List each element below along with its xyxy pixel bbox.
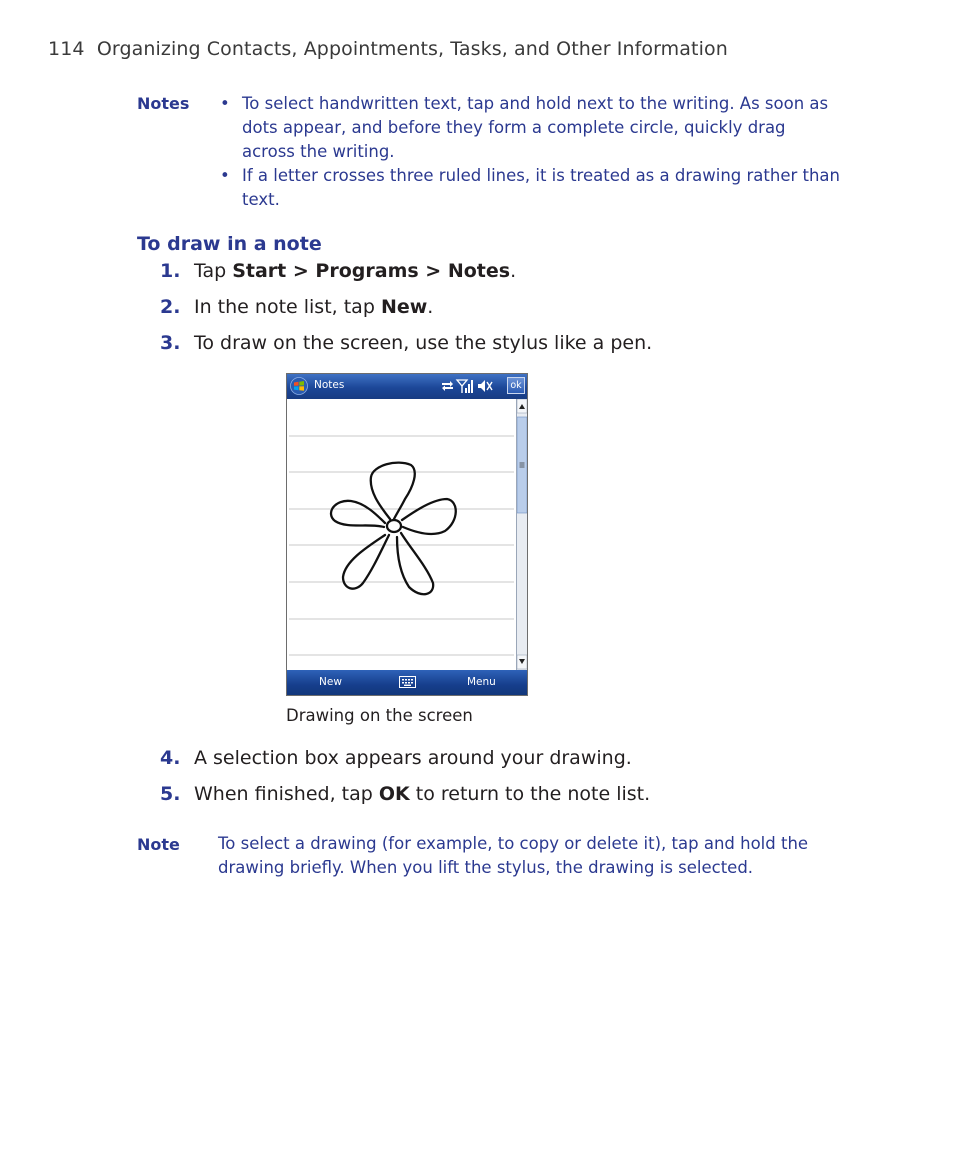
chapter-title: Organizing Contacts, Appointments, Tasks, and Other Information [96, 38, 728, 60]
bullet-icon: • [220, 94, 230, 113]
drawing-canvas[interactable] [287, 399, 516, 670]
speaker-icon[interactable] [478, 380, 492, 392]
note-label: Note [137, 835, 180, 854]
step-4: 4. A selection box appears around your drawing. [160, 747, 632, 769]
windows-logo-icon[interactable] [290, 377, 308, 395]
app-title: Notes [314, 379, 345, 391]
section-title: To draw in a note [137, 233, 322, 255]
step-3: 3. To draw on the screen, use the stylus like a pen. [160, 332, 653, 354]
title-bar [287, 374, 527, 399]
page-header [48, 38, 728, 60]
scrollbar[interactable] [516, 399, 527, 670]
keyboard-icon[interactable] [399, 676, 416, 688]
notes-list [220, 92, 840, 212]
note-text: To select a drawing (for example, to copy or delete it), tap and hold the drawing briefly. When you lift the stylus, the drawing is selected. [218, 834, 809, 877]
flower-drawing [331, 463, 456, 595]
device-screenshot [286, 373, 528, 696]
menu-bar [287, 670, 527, 695]
signal-icon[interactable] [457, 380, 473, 393]
notes-bullet-2: • If a letter crosses three ruled lines, it is treated as a drawing rather than text. [220, 166, 841, 209]
notes-label: Notes [137, 94, 190, 113]
connectivity-icon[interactable] [442, 381, 453, 391]
ok-button[interactable]: ok [507, 377, 525, 394]
bullet-icon: • [220, 166, 230, 185]
new-softkey[interactable]: New [319, 676, 342, 688]
step-1: 1. Tap Start > Programs > Notes. [160, 260, 517, 282]
step-5: 5. When finished, tap OK to return to the note list. [160, 783, 651, 805]
step-2: 2. In the note list, tap New. [160, 296, 434, 318]
figure-caption: Drawing on the screen [286, 706, 473, 725]
page-number: 114 [48, 38, 85, 60]
menu-softkey[interactable]: Menu [467, 676, 496, 688]
notes-bullet-1: • To select handwritten text, tap and hold next to the writing. As soon as dots appear, and before they form a complete circle, quickly drag across the writing. [220, 94, 829, 161]
